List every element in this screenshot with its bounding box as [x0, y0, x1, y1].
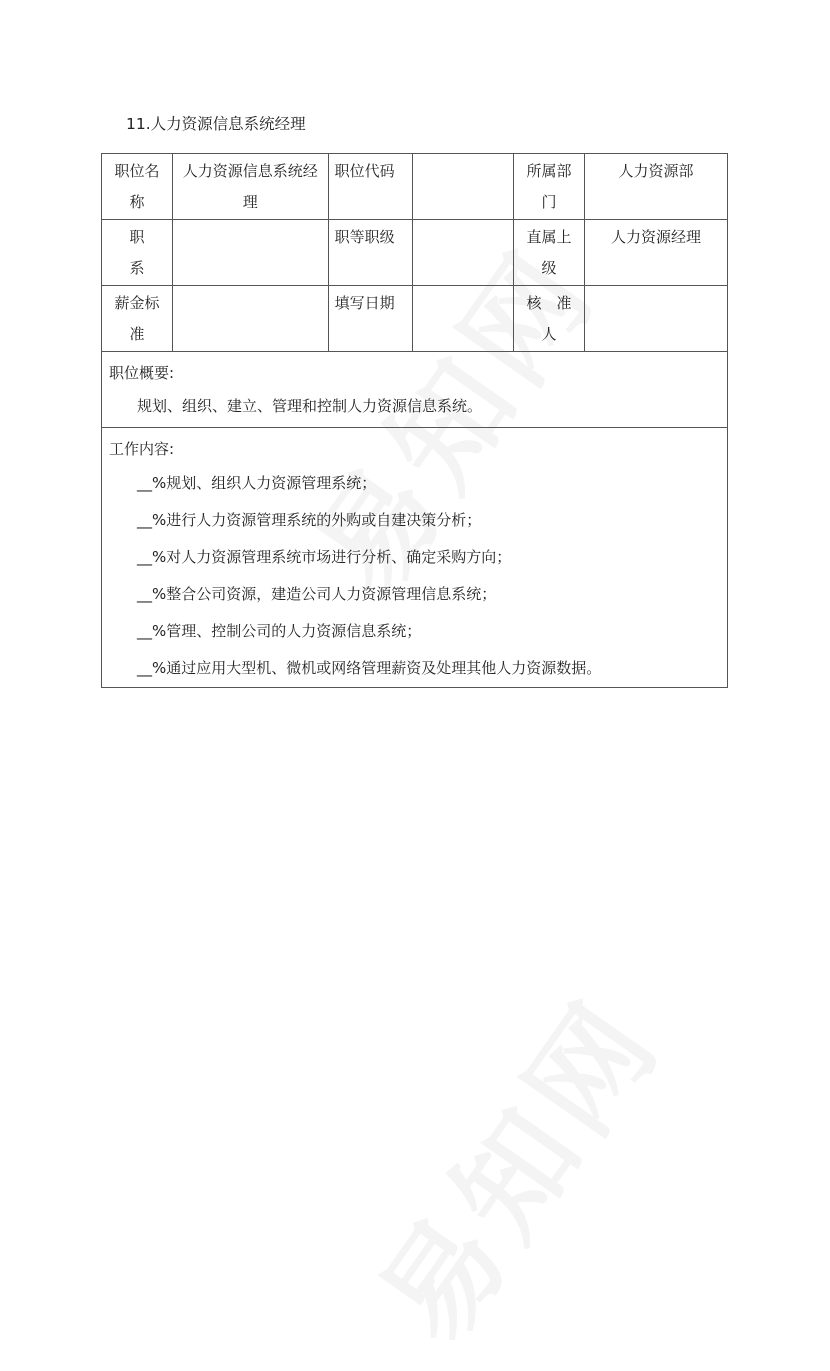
duties-cell — [102, 428, 728, 688]
summary-title: 职位概要: — [109, 364, 175, 382]
label-cell: 核 准 人 — [513, 286, 584, 352]
label-cell: 职 系 — [102, 220, 173, 286]
watermark — [332, 959, 692, 1371]
duty-item: __%规划、组织人力资源管理系统； — [137, 474, 377, 492]
value-cell — [172, 286, 328, 352]
value-cell — [413, 154, 514, 220]
table-row — [102, 154, 728, 220]
duty-item: __%对人力资源管理系统市场进行分析、确定采购方向； — [137, 548, 512, 566]
job-description-table — [101, 153, 728, 688]
table-row — [102, 220, 728, 286]
value-cell — [413, 286, 514, 352]
label-cell: 所属部门 — [513, 154, 584, 220]
duty-item: __%进行人力资源管理系统的外购或自建决策分析； — [137, 511, 482, 529]
label-cell: 直属上级 — [513, 220, 584, 286]
label-cell: 职位名称 — [102, 154, 173, 220]
table-row — [102, 352, 728, 428]
duty-item: __%通过应用大型机、微机或网络管理薪资及处理其他人力资源数据。 — [137, 659, 602, 677]
summary-cell — [102, 352, 728, 428]
duties-title: 工作内容: — [109, 440, 175, 458]
value-cell: 人力资源部 — [584, 154, 727, 220]
value-cell: 人力资源经理 — [584, 220, 727, 286]
value-cell — [413, 220, 514, 286]
label-cell: 职等职级 — [328, 220, 413, 286]
table-row — [102, 428, 728, 688]
value-cell: 人力资源信息系统经理 — [172, 154, 328, 220]
value-cell — [172, 220, 328, 286]
summary-text: 规划、组织、建立、管理和控制人力资源信息系统。 — [137, 397, 483, 415]
duty-item: __%管理、控制公司的人力资源信息系统； — [137, 622, 422, 640]
label-cell: 薪金标准 — [102, 286, 173, 352]
label-cell: 职位代码 — [328, 154, 413, 220]
value-cell — [584, 286, 727, 352]
section-heading: 11.人力资源信息系统经理 — [126, 115, 306, 133]
duty-item: __%整合公司资源，建造公司人力资源管理信息系统； — [137, 585, 497, 603]
table-row — [102, 286, 728, 352]
label-cell: 填写日期 — [328, 286, 413, 352]
